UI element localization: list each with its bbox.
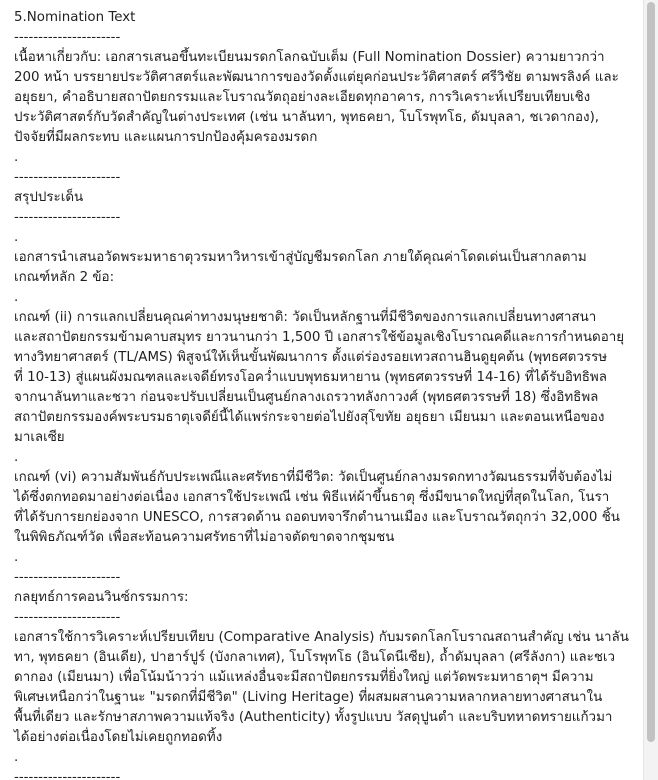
text-line: สรุปประเด็น [14, 190, 84, 205]
text-line: ---------------------- [14, 570, 121, 585]
text-line: ประวัติศาสตร์กับวัดสำคัญในต่างประเทศ (เช่น นาลันทา, พุทธคยา, โบโรพุทโธ, ดัมบุลลา, ชเวดากอง), [14, 110, 600, 125]
scrollbar-thumb[interactable] [647, 2, 655, 742]
text-line: ---------------------- [14, 610, 121, 625]
text-line: เอกสารใช้การวิเคราะห์เปรียบเทียบ (Comparative Analysis) กับมรดกโลกโบราณสถานสำคัญ เช่น นาลัน [14, 630, 629, 645]
text-line: . [14, 230, 19, 245]
text-line: เกณฑ์ (vi) ความสัมพันธ์กับประเพณีและศรัทธาที่มีชีวิต: วัดเป็นศูนย์กลางมรดกทางวัฒนธรรมที่จับต้องไม่ [14, 470, 613, 485]
text-line: ที่ได้รับการยกย่องจาก UNESCO, การสวดด้าน ถอดบทจารึกตำนานเมือง และโบราณวัตถุกว่า 32,000 ชิ้น [14, 510, 620, 525]
text-line: เนื้อหาเกี่ยวกับ: เอกสารเสนอขึ้นทะเบียนมรดกโลกฉบับเต็ม (Full Nomination Dossier) ความยาวกว่า [14, 50, 605, 65]
text-line: สถาปัตยกรรมองค์พระบรมธาตุเจดีย์นี้ได้แพร่กระจายต่อไปยังสุโขทัย อยุธยา เมียนมา และตอนเหนือของ [14, 410, 605, 425]
text-line: ---------------------- [14, 770, 121, 780]
text-line: ปัจจัยที่มีผลกระทบ และแผนการปกป้องคุ้มครองมรดก [14, 130, 318, 145]
text-line: มาเลเซีย [14, 430, 65, 445]
text-line: ได้อย่างต่อเนื่องโดยไม่เคยถูกทอดทิ้ง [14, 730, 223, 745]
text-line: กลยุทธ์การคอนวินซ์กรรมการ: [14, 590, 189, 605]
text-line: . [14, 750, 19, 765]
text-line: พิเศษเหนือกว่าในฐานะ "มรดกที่มีชีวิต" (Living Heritage) ที่ผสมผสานความหลากหลายทางศาสนาใน [14, 690, 603, 705]
text-line: ---------------------- [14, 170, 121, 185]
text-line: พื้นที่เดียว และรักษาสภาพความแท้จริง (Authenticity) ทั้งรูปแบบ วัสดุปูนตำ และบริบทหาดทรายแก้วมา [14, 710, 613, 725]
text-line: เอกสารนำเสนอวัดพระมหาธาตุวรมหาวิหารเข้าสู่บัญชีมรดกโลก ภายใต้คุณค่าโดดเด่นเป็นสากลตาม [14, 250, 587, 265]
text-line: . [14, 550, 19, 565]
text-line: 200 หน้า บรรยายประวัติศาสตร์และพัฒนาการของวัดตั้งแต่ยุคก่อนประวัติศาสตร์ ศรีวิชัย ตามพรลิงค์ และ [14, 70, 619, 85]
text-line: ทา, พุทธคยา (อินเดีย), ปาฮาร์ปูร์ (บังกลาเทศ), โบโรพุทโธ (อินโดนีเซีย), ถ้ำดัมบุลลา (ศรีลังกา) และชเว [14, 650, 616, 665]
text-line: ---------------------- [14, 30, 121, 45]
text-line: ในพิพิธภัณฑ์วัด เพื่อสะท้อนความศรัทธาที่ไม่อาจตัดขาดจากชุมชน [14, 530, 395, 545]
text-line: ดากอง (เมียนมา) เพื่อโน้มน้าวว่า แม้แหล่งอื่นจะมีสถาปัตยกรรมที่ยิ่งใหญ่ แต่วัดพระมหาธาตุฯ มีความ [14, 670, 594, 685]
text-line: เกณฑ์หลัก 2 ข้อ: [14, 270, 115, 285]
vertical-scrollbar[interactable] [643, 0, 658, 780]
text-line: 5.Nomination Text [14, 10, 136, 25]
text-line: ทางวิทยาศาสตร์ (TL/AMS) พิสูจน์ให้เห็นขั้นพัฒนาการ ตั้งแต่ร่องรอยเทวสถานฮินดูยุคต้น (พุทธศตวรรษ [14, 350, 608, 365]
text-line: จากนาลันทาและชวา ก่อนจะปรับเปลี่ยนเป็นศูนย์กลางเถรวาทลังกาวงศ์ (พุทธศตวรรษที่ 18) ซึ่งอิทธิพล [14, 390, 599, 405]
text-line: อยุธยา, คำอธิบายสถาปัตยกรรมและโบราณวัตถุอย่างละเอียดทุกอาคาร, การวิเคราะห์เปรียบเทียบเชิง [14, 90, 591, 105]
text-line: ที่ 10-13) สู่แผนผังมณฑลและเจดีย์ทรงโอคว่ำแบบพุทธมหายาน (พุทธศตวรรษที่ 14-16) ที่ได้รับอิทธิพล [14, 370, 607, 385]
text-line: และสถาปัตยกรรมข้ามคาบสมุทร ยาวนานกว่า 1,500 ปี เอกสารใช้ข้อมูลเชิงโบราณคดีและการกำหนดอายุ [14, 330, 625, 345]
text-line: . [14, 450, 19, 465]
text-line: เกณฑ์ (ii) การแลกเปลี่ยนคุณค่าทางมนุษยชาติ: วัดเป็นหลักฐานที่มีชีวิตของการแลกเปลี่ยนทางศาสนา [14, 310, 597, 325]
text-line: . [14, 150, 19, 165]
text-line: ---------------------- [14, 210, 121, 225]
text-line: . [14, 290, 19, 305]
text-line: ได้ซึ่งตกทอดมาอย่างต่อเนื่อง เอกสารใช้ประเพณี เช่น พิธีแห่ผ้าขึ้นธาตุ ซึ่งมีขนาดใหญ่ที่สุดในโลก, โนรา [14, 490, 610, 505]
